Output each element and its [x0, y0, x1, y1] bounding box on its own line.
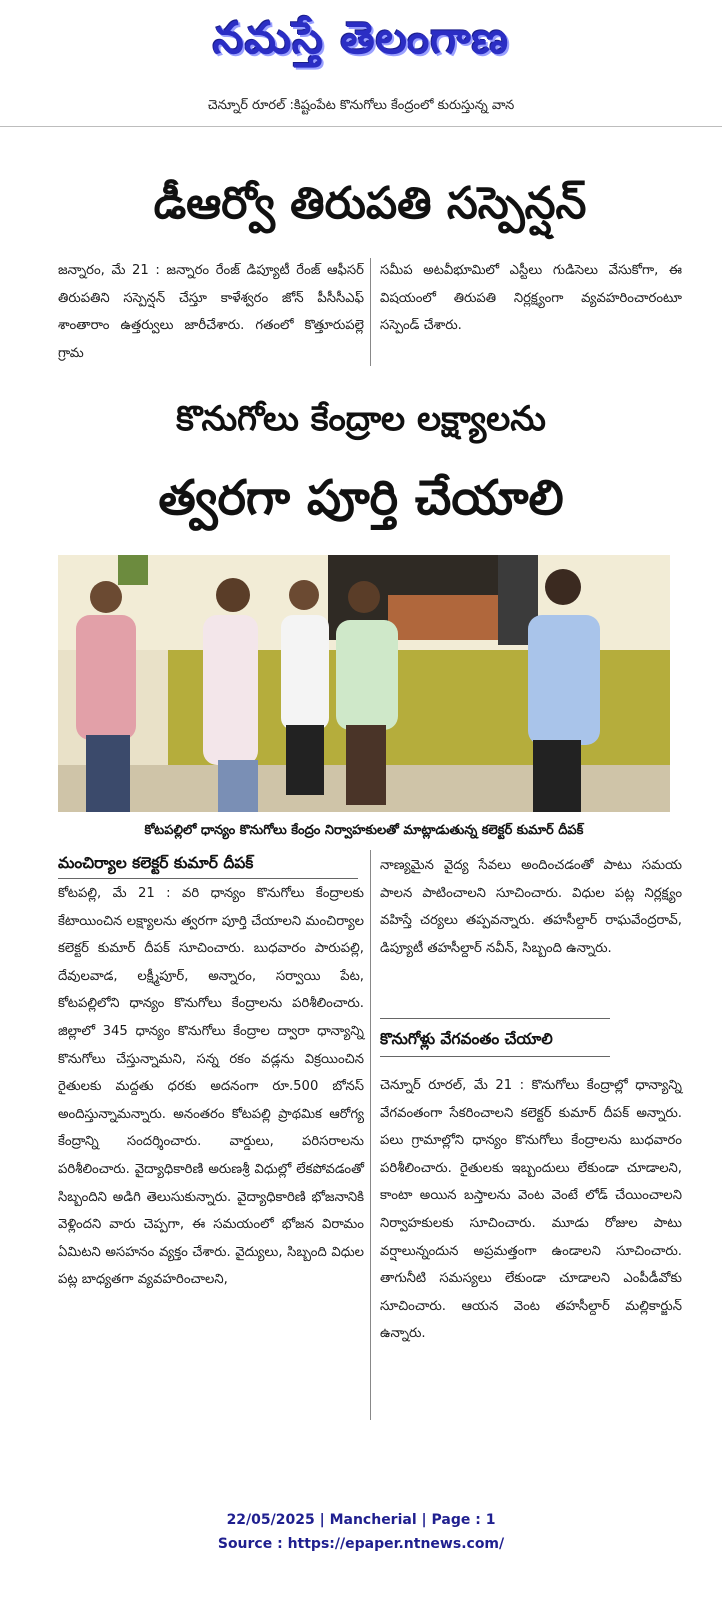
- subhead-rule: [58, 878, 358, 879]
- story1-right-text: సమీప అటవీభూమిలో ఎస్టీలు గుడిసెలు వేసుకోగా, ఈ విషయంలో తిరుపతి నిర్లక్ష్యంగా వ్యవహరించారంటూ సస్పెండ్ చేశారు.: [380, 263, 682, 334]
- story1-left-column: [58, 257, 364, 367]
- story2-left-text: కోటపల్లి, మే 21 : వరి ధాన్యం కొనుగోలు కేంద్రాలకు కేటాయించిన లక్ష్యాలను త్వరగా పూర్తి చేయాలని మంచిర్యాల కలెక్టర్ కుమార్ దీపక్ సూచించారు. బుధవారం పారుపల్లి, దేవులవాడ, లక్ష్మీపూర్, అన్నారం, సర్వాయి పేట, కోటపల్లిలోని ధాన్యం కొనుగోలు కేంద్రాలను పరిశీలించారు. జిల్లాలో 345 ధాన్యం కొనుగోలు కేంద్రాల ద్వారా ధాన్యాన్ని కొనుగోలు చేస్తున్నామని, సన్న రకం వడ్లను విక్రయించిన రైతులకు మద్దతు ధరకు అదనంగా రూ.500 బోనస్ అందిస్తున్నామన్నారు. అనంతరం కోటపల్లి ప్రాథమిక ఆరోగ్య కేంద్రాన్ని సందర్శించారు. వార్డులు, పరిసరాలను పరిశీలించారు. వైద్యాధికారిణి అరుణశ్రీ విధుల్లో లేకపోవడంతో సిబ్బందిని అడిగి తెలుసుకున్నారు. వైద్యాధికారిణి భోజనానికి వెళ్లిందని వారు చెప్పగా, ఈ సమయంలో భోజన విరామం ఏమిటని అసహనం వ్యక్తం చేశారు. వైద్యులు, సిబ్బంది విధుల పట్ల బాధ్యతగా వ్యవహరించాలని,: [58, 886, 364, 1288]
- story3-text: చెన్నూర్ రూరల్, మే 21 : కొనుగోలు కేంద్రాల్లో ధాన్యాన్ని వేగవంతంగా సేకరించాలని కలెక్టర్ కుమార్ దీపక్ అన్నారు. పలు గ్రామాల్లోని ధాన్యం కొనుగోలు కేంద్రాలను బుధవారం పరిశీలించారు. రైతులకు ఇబ్బందులు లేకుండా చూడాలని, కాంటా అయిన బస్తాలను వెంట వెంటే లోడ్ చేయించాలని నిర్వాహకులకు సూచించారు. మూడు రోజుల పాటు వర్షాలున్నందున అప్రమత్తంగా ఉండాలని సూచించారు. తాగునీటి సమస్యలు లేకుండా చూడాలని ఎంపీడీవోకు సూచించారు. ఆయన వెంట తహసీల్దార్ మల్లికార్జున్ ఉన్నారు.: [380, 1078, 682, 1342]
- news-photo-illustration: [58, 555, 670, 812]
- story1-left-text: జన్నారం, మే 21 : జన్నారం రేంజ్ డిప్యూటీ రేంజ్ ఆఫీసర్ తిరుపతిని సస్పెన్షన్ చేస్తూ కాళేశ్వరం జోన్ పీసీసీఎఫ్ శాంతారాం ఉత్తర్వులు జారీచేశారు. గతంలో కొత్తూరుపల్లె గ్రామ: [58, 263, 364, 361]
- news-photo: [58, 555, 670, 812]
- photo-caption: కోటపల్లిలో ధాన్యం కొనుగోలు కేంద్రం నిర్వాహకులతో మాట్లాడుతున్న కలెక్టర్ కుమార్ దీపక్: [144, 823, 584, 838]
- story1-right-column: [380, 257, 682, 340]
- newspaper-logo: నమస్తే తెలంగాణ: [212, 13, 510, 64]
- footer: [0, 1508, 722, 1556]
- story3-bottom-rule: [380, 1056, 610, 1057]
- story2-right-text: నాణ్యమైన వైద్య సేవలు అందించడంతో పాటు సమయ పాలన పాటించాలని సూచించారు. విధుల పట్ల నిర్లక్ష్యం వహిస్తే చర్యలు తప్పవన్నారు. తహసీల్దార్ రాఘవేంద్రరావ్, డిప్యూటీ తహసీల్దార్ నవీన్, సిబ్బంది ఉన్నారు.: [380, 858, 682, 956]
- footer-source-link[interactable]: Source : https://epaper.ntnews.com/: [217, 1536, 505, 1552]
- header-divider: [0, 126, 722, 127]
- story3-column: [380, 1072, 682, 1348]
- story2-right-column: [380, 852, 682, 962]
- story2-headline-line1: కొనుగోలు కేంద్రాల లక్ష్యాలను: [176, 399, 546, 439]
- column-divider-2: [370, 850, 371, 1420]
- story3-top-rule: [380, 1018, 610, 1019]
- story2-subhead: మంచిర్యాల కలెక్టర్ కుమార్ దీపక్: [58, 854, 254, 872]
- column-divider: [370, 258, 371, 366]
- story2-left-column: [58, 880, 364, 1294]
- masthead: [0, 0, 722, 82]
- story2-headline-line2: త్వరగా పూర్తి చేయాలి: [158, 470, 564, 526]
- footer-date-edition: 22/05/2025 | Mancherial | Page : 1: [226, 1512, 496, 1528]
- story1-headline: డీఆర్వో తిరుపతి సస్పెన్షన్: [153, 178, 587, 229]
- story3-subhead: కొనుగోళ్లు వేగవంతం చేయాలి: [380, 1030, 553, 1048]
- dateline: చెన్నూర్ రూరల్ :కిష్టంపేట కొనుగోలు కేంద్రంలో కురుస్తున్న వాన: [207, 98, 515, 113]
